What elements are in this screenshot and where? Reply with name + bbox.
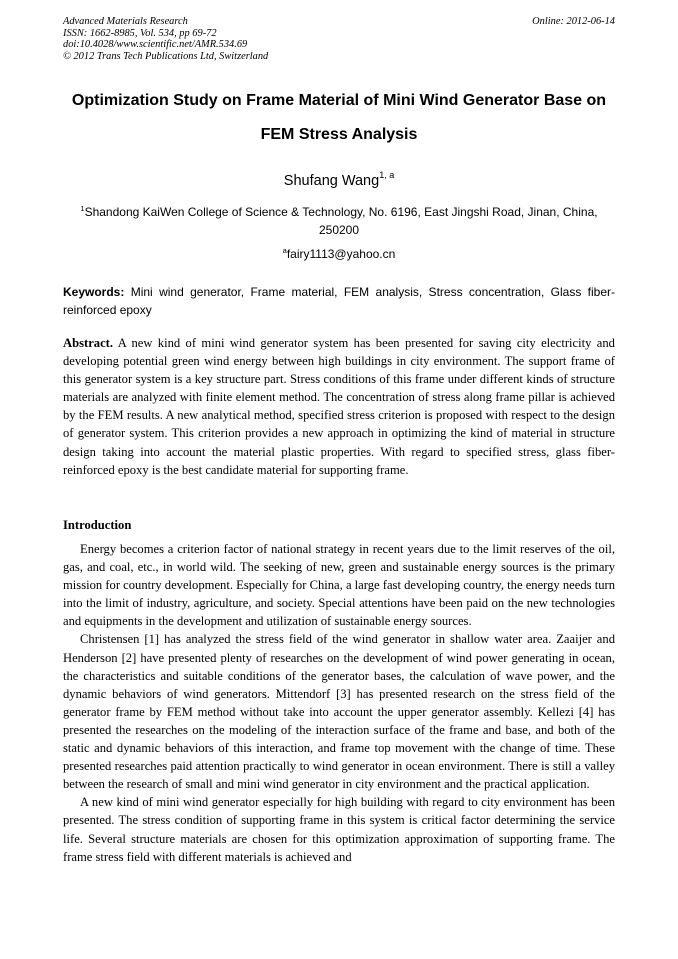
author-superscript: 1, a [379, 170, 395, 180]
keywords-label: Keywords: [63, 285, 125, 299]
paragraph: Energy becomes a criterion factor of national strategy in recent years due to the limit reserves of the oil, gas, and coal, etc., in world wild. The seeking of new, green and sustainable energy sources is the primary mission for country development. Especially for China, a large fast developing country, the energy needs turn into the limit of industry, agriculture, and society. Special attentions have been paid on the new technologies and equipments in the development and utilization of sustainable energy sources. [63, 542, 615, 629]
paragraph: Christensen [1] has analyzed the stress field of the wind generator in shallow water area. Zaaijer and Henderson [2] have presented plenty of researches on the development of wind power generating in ocean, the characteristics and suitable conditions of the generator bases, the calculation of wave power, and the dynamic behaviors of wind generators. Mittendorf [3] has presented research on the stress field of the generator frame by FEM method without take into account the upper generator assembly. Kellezi [4] has presented the researches on the modeling of the interaction surface of the frame and base, and both of the static and dynamic behaviors of this interaction, and frame top movement with the change of time. These presented researches paid attention practically to wind generator in ocean environment. There is still a valley between the research of small and mini wind generator in city environment and the practical application. [63, 632, 615, 792]
keywords-section [63, 283, 615, 319]
introduction-heading: Introduction [63, 518, 132, 532]
email-superscript: a [282, 246, 287, 255]
keywords-text: Mini wind generator, Frame material, FEM analysis, Stress concentration, Glass fiber-reinforced epoxy [63, 285, 615, 317]
affiliation [63, 200, 615, 239]
journal-doi: doi:10.4028/www.scientific.net/AMR.534.69 [63, 39, 248, 51]
journal-name: Advanced Materials Research [63, 16, 188, 27]
journal-header [63, 16, 615, 62]
abstract-label: Abstract. [63, 336, 114, 350]
author-line [0, 165, 678, 191]
email-line [0, 242, 678, 263]
journal-issn: ISSN: 1662-8985, Vol. 534, pp 69-72 [63, 27, 217, 39]
online-date: Online: 2012-06-14 [532, 16, 615, 27]
affiliation-superscript: 1 [80, 204, 85, 213]
abstract-text: A new kind of mini wind generator system has been presented for saving city electricity and developing potential green wind energy between high buildings in city environment. The support frame of this generator system is a key structure part. Stress conditions of this frame under different kinds of structure materials are analyzed with finite element method. The concentration of stress along frame pillar is achieved by the FEM results. A new analytical method, specified stress criterion is proposed with respect to the design of generator system. This criterion provides a new approach in optimizing the kind of material in structure design taking into account the material plastic properties. With regard to specified stress, glass fiber-reinforced epoxy is the best candidate material for supporting frame. [63, 336, 615, 477]
author-name: Shufang Wang [283, 173, 380, 189]
introduction-body [63, 540, 615, 866]
email-address: fairy1113@yahoo.cn [286, 247, 396, 261]
paper-title-line-1: Optimization Study on Frame Material of Mini Wind Generator Base on [71, 92, 607, 109]
journal-copyright: © 2012 Trans Tech Publications Ltd, Switzerland [63, 50, 269, 62]
paragraph: A new kind of mini wind generator especially for high building with regard to city environment has been presented. The stress condition of supporting frame in this system is critical factor determining the service life. Several structure materials are chosen for this optimization approximation of supporting frame. The frame stress field with different materials is achieved and [63, 795, 615, 864]
abstract-section [63, 334, 615, 479]
paper-title-line-2: FEM Stress Analysis [260, 126, 418, 143]
affiliation-text: Shandong KaiWen College of Science & Technology, No. 6196, East Jingshi Road, Jinan, China, 250200 [84, 205, 598, 237]
